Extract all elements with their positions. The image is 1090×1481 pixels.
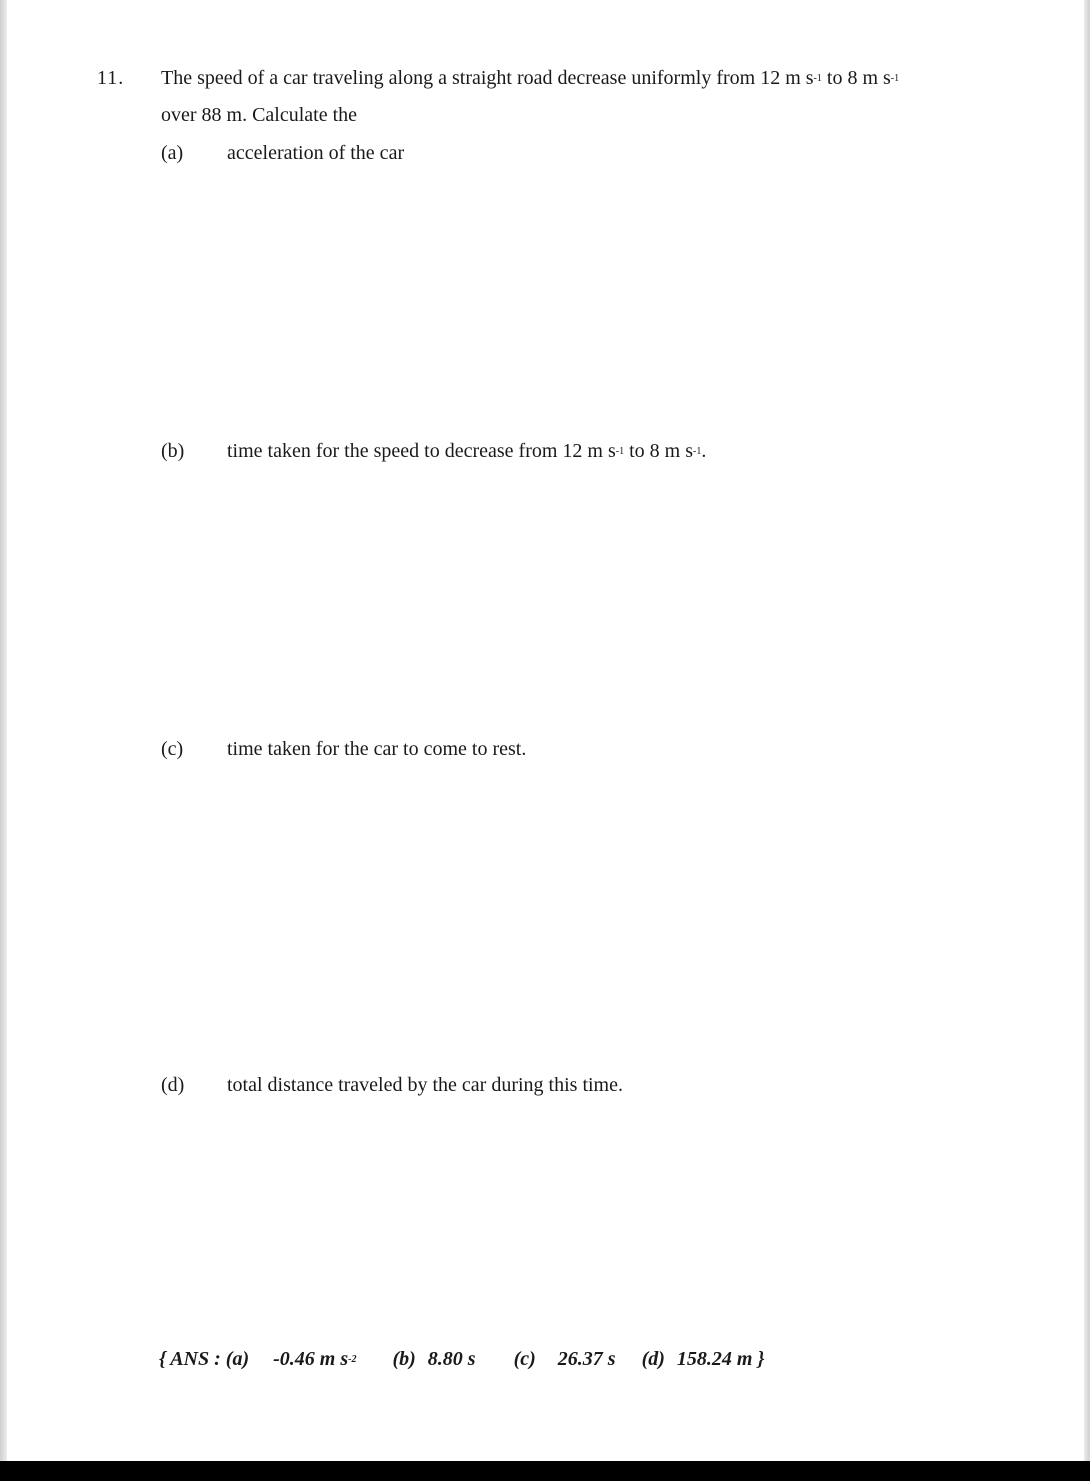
part-a-label: (a): [161, 142, 184, 164]
part-c-label: (c): [161, 738, 184, 760]
stem-text: The speed of a car traveling along a straight road decrease uniformly from 12 m s: [161, 67, 814, 89]
part-b-text-post: .: [701, 440, 707, 462]
answer-open: { ANS : (a): [159, 1348, 250, 1370]
part-d-label: (d): [161, 1074, 185, 1096]
answer-d-value: 158.24 m }: [676, 1348, 765, 1370]
part-b-label: (b): [161, 440, 185, 462]
part-a-text: acceleration of the car: [227, 142, 405, 164]
answer-a-value: [273, 1347, 356, 1371]
part-b-text-pre: time taken for the speed to decrease from 12 m s: [227, 440, 616, 462]
answer-a-number: -0.46 m s: [273, 1348, 349, 1370]
question-stem-line1: [161, 66, 899, 90]
answer-c-label: (c): [513, 1348, 536, 1370]
stem-superscript: -1: [890, 73, 900, 84]
part-b-superscript: -1: [615, 446, 625, 457]
answer-b-label: (b): [392, 1348, 416, 1370]
answer-a-superscript: -2: [348, 1354, 357, 1365]
page-edge-right: [1084, 0, 1090, 1462]
answer-d-label: (d): [641, 1348, 665, 1370]
answer-c-value: 26.37 s: [557, 1348, 616, 1370]
part-b-text-mid: to 8 m s: [624, 440, 693, 462]
bottom-bar: [0, 1461, 1090, 1481]
part-b-superscript: -1: [693, 446, 702, 457]
answer-b-value: 8.80 s: [427, 1348, 476, 1370]
stem-superscript: -1: [813, 73, 822, 84]
part-c-text: time taken for the car to come to rest.: [227, 738, 527, 760]
question-number: 11.: [97, 67, 125, 89]
question-stem-line2: over 88 m. Calculate the: [161, 104, 358, 126]
page-edge-left: [0, 0, 7, 1462]
part-d-text: total distance traveled by the car during this time.: [227, 1074, 623, 1096]
stem-text: to 8 m s: [821, 67, 891, 89]
answer-key: [159, 1347, 764, 1371]
part-b-text: [227, 439, 706, 463]
